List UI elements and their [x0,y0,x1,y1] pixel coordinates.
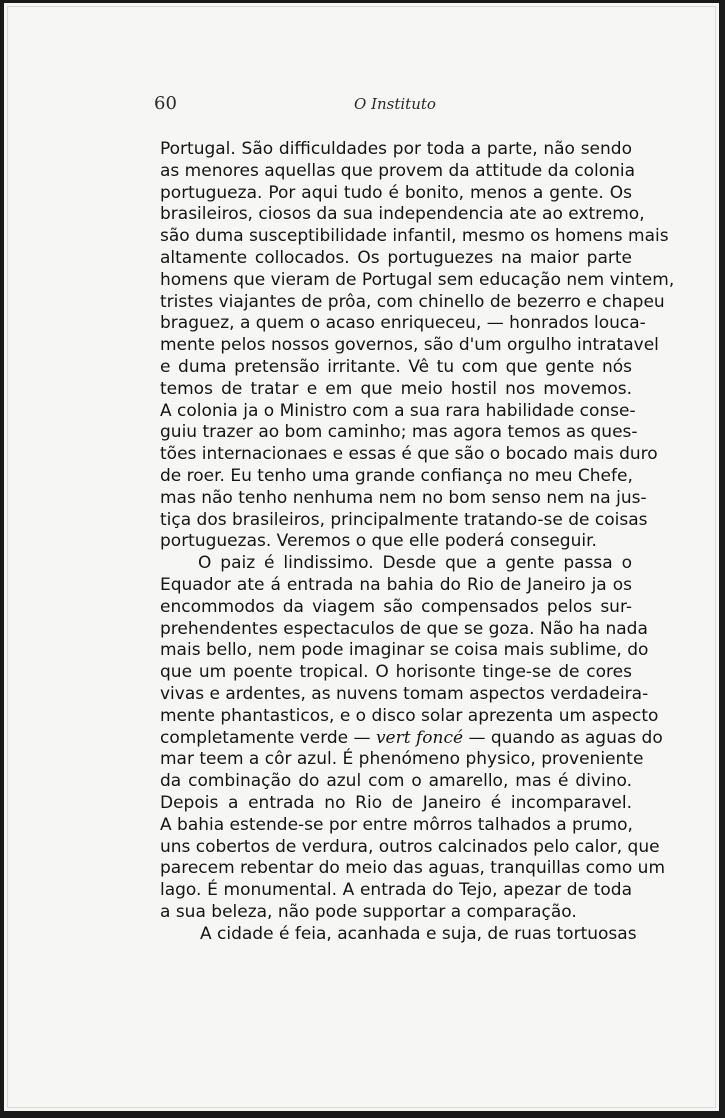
text-line: Depois a entrada no Rio de Janeiro é incomparavel. [160,792,632,813]
text-line: mais bello, nem pode imaginar se coisa mais sublime, do [160,640,649,661]
text-line: tões internacionaes e essas é que são o bocado mais duro [160,444,658,465]
text-line: O paiz é lindissimo. Desde que a gente passa o [198,553,632,574]
text-segment: completamente verde — [160,727,376,748]
text-line: A cidade é feia, acanhada e suja, de ruas tortuosas [200,923,637,944]
text-line: Portugal. São difficuldades por toda a parte, não sendo [160,139,632,159]
text-line: A colonia ja o Ministro com a sua rara habilidade conse- [160,400,636,421]
text-line: de roer. Eu tenho uma grande confiança no meu Chefe, [160,465,633,486]
text-line: braguez, a quem o acaso enriqueceu, — honrados louca- [160,313,646,334]
text-line: prehendentes espectaculos de que se goza. Não ha nada [160,618,648,639]
text-line: tiça dos brasileiros, principalmente tratando-se de coisas [160,509,648,530]
text-line: portugueza. Por aqui tudo é bonito, menos a gente. Os [160,182,632,203]
text-line: mente phantasticos, e o disco solar aprezenta um aspecto [160,705,659,726]
page-header [4,93,719,117]
text-line: que um poente tropical. O horisonte tinge-se de cores [160,662,632,683]
italic-phrase: vert foncé [375,727,464,748]
text-line: A bahia estende-se por entre môrros talhados a prumo, [160,814,633,835]
text-line: as menores aquellas que provem da attitude da colonia [160,160,636,181]
text-line: brasileiros, ciosos da sua independencia ate ao extremo, [160,204,645,225]
book-page [4,3,719,1111]
text-line: guiu trazer ao bom caminho; mas agora temos as ques- [160,422,638,443]
text-segment: — quando as aguas do [463,727,663,748]
text-line: a sua beleza, não pode supportar a comparação. [160,901,577,922]
text-line: vivas e ardentes, as nuvens tomam aspectos verdadeira- [160,683,649,704]
text-line: da combinação do azul com o amarello, mas é divino. [160,771,632,792]
text-line: temos de tratar e em que meio hostil nos movemos. [160,378,632,399]
text-line: mar teem a côr azul. É phenómeno physico, proveniente [160,749,644,770]
body-text [160,139,675,945]
text-line: mas não tenho nenhuma nem no bom senso nem na jus- [160,487,647,508]
text-line: tristes viajantes de prôa, com chinello de bezerro e chapeu [160,291,665,312]
text-line: são duma susceptibilidade infantil, mesmo os homens mais [160,226,669,247]
running-title: O Instituto [354,95,436,113]
text-line: altamente collocados. Os portuguezes na maior parte [160,247,632,268]
text-line: lago. É monumental. A entrada do Tejo, apezar de toda [160,880,632,901]
text-line: portuguezas. Veremos o que elle poderá conseguir. [160,531,597,552]
text-line: homens que vieram de Portugal sem educação nem vintem, [160,269,675,290]
paragraph-1 [160,139,675,553]
page-number: 60 [154,93,177,114]
text-line: encommodos da viagem são compensados pelos sur- [160,596,632,617]
paragraph-2 [160,553,666,924]
text-line: uns cobertos de verdura, outros calcinados pelo calor, que [160,836,660,857]
text-line-with-italic [160,727,663,750]
text-line: mente pelos nossos governos, são d'um orgulho intratavel [160,335,659,356]
text-line: parecem rebentar do meio das aguas, tranquillas como um [160,858,666,879]
text-line: e duma pretensão irritante. Vê tu com que gente nós [160,356,632,377]
text-line: Equador ate á entrada na bahia do Rio de Janeiro ja os [160,574,632,595]
paragraph-3 [160,923,637,946]
